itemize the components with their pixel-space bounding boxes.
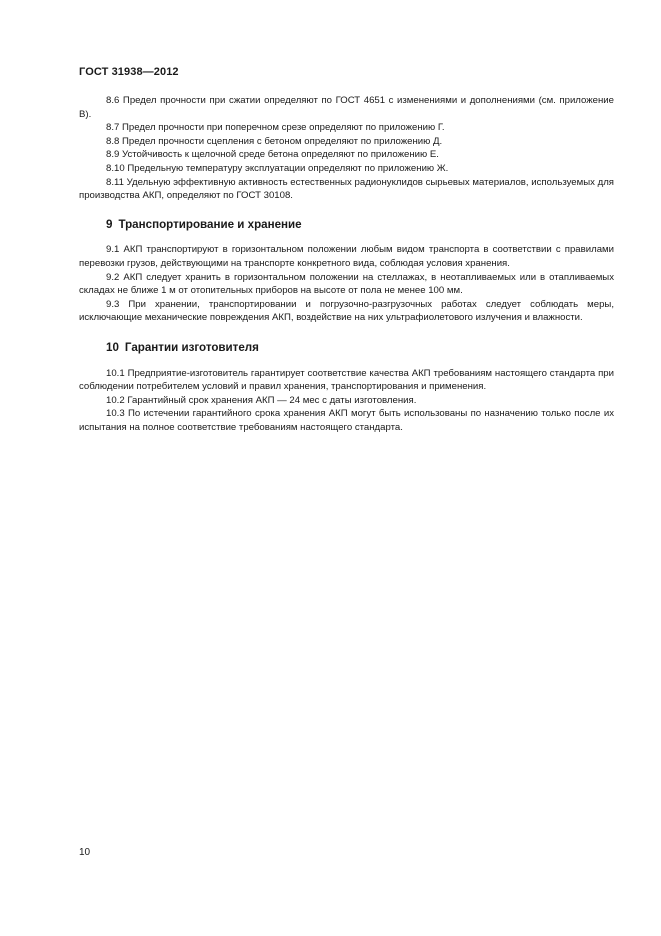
section-title: Транспортирование и хранение xyxy=(118,217,302,231)
document-header: ГОСТ 31938—2012 xyxy=(79,66,179,78)
page-number: 10 xyxy=(79,847,91,858)
section-title: Гарантии изготовителя xyxy=(124,340,259,354)
section-9-list xyxy=(79,243,614,325)
paragraph: 10.1 Предприятие-изготовитель гарантирует соответствие качества АКП требованиям настоящего стандарта при соблюдении потребителем условий и правил хранения, транспортирования и применения. xyxy=(79,367,614,393)
section-10-list xyxy=(79,367,614,435)
section-8-list xyxy=(79,94,614,203)
section-9-heading xyxy=(79,218,614,232)
section-number: 9 xyxy=(106,217,113,231)
paragraph: 9.3 При хранении, транспортировании и погрузочно-разгрузочных работах следует соблюдать меры, исключающие механические повреждения АКП, воздействие на них ультрафиолетового излучения и влажности. xyxy=(79,298,614,324)
paragraph: 10.3 По истечении гарантийного срока хранения АКП могут быть использованы по назначению только после их испытания на полное соответствие требованиям настоящего стандарта. xyxy=(79,408,614,433)
paragraph: 8.11 Удельную эффективную активность естественных радионуклидов сырьевых материалов, используемых для производства АКП, определяют по ГОСТ 30108. xyxy=(79,176,614,202)
paragraph: 8.8 Предел прочности сцепления с бетоном определяют по приложению Д. xyxy=(106,135,443,147)
paragraph: 8.6 Предел прочности при сжатии определяют по ГОСТ 4651 с изменениями и дополнениями (см. приложение В). xyxy=(79,95,614,120)
paragraph: 10.2 Гарантийный срок хранения АКП — 24 мес с даты изготовления. xyxy=(106,394,417,406)
paragraph: 8.9 Устойчивость к щелочной среде бетона определяют по приложению Е. xyxy=(106,149,439,161)
paragraph: 9.2 АКП следует хранить в горизонтальном положении на стеллажах, в неотапливаемых или в отапливаемых складах не ближе 1 м от отопительных приборов на высоте от пола не менее 100 мм. xyxy=(79,271,614,297)
document-body xyxy=(79,94,614,434)
paragraph: 8.7 Предел прочности при поперечном срезе определяют по приложению Г. xyxy=(106,122,445,134)
section-number: 10 xyxy=(106,340,119,354)
paragraph: 9.1 АКП транспортируют в горизонтальном положении любым видом транспорта в соответствии с правилами перевозки грузов, действующими на транспорте конкретного вида, соблюдая условия хранения. xyxy=(79,244,614,269)
section-10-heading xyxy=(79,341,614,355)
paragraph: 8.10 Предельную температуру эксплуатации определяют по приложению Ж. xyxy=(106,162,449,174)
